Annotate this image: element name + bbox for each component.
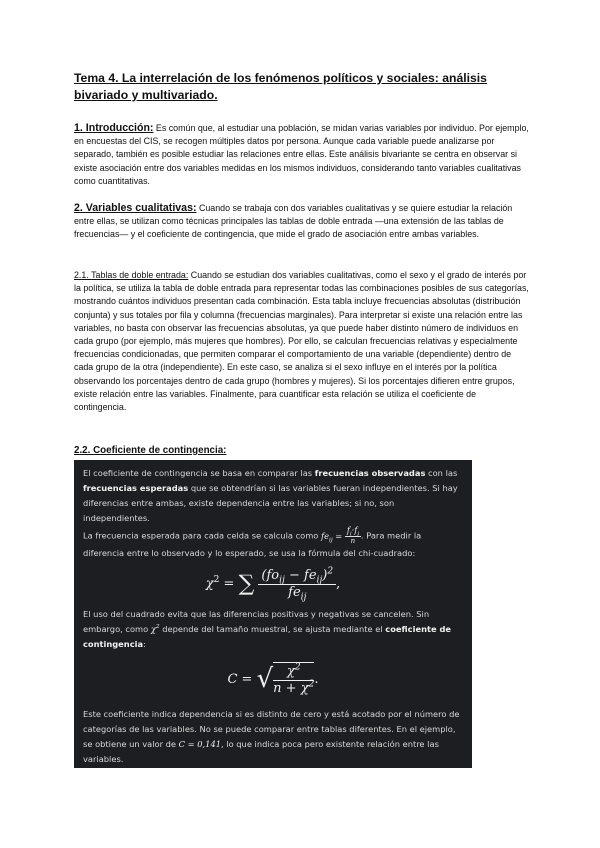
box-paragraph-3: El uso del cuadrado evita que las diferencias positivas y negativas se cancelen. Sin embargo, como $\chi^2$ depende del tamaño muestral, se ajusta mediante el coeficiente de contingencia: <box>83 609 452 649</box>
intro-paragraph <box>74 122 530 188</box>
box-paragraph-1: El coeficiente de contingencia se basa en comparar las frecuencias observadas con las frecuencias esperadas que se obtendrían si las variables fueran independientes. Si hay diferencias entre ambas, existe dependencia entre las variables; si no, son independientes. <box>83 468 458 523</box>
coeficiente-heading: 2.2. Coeficiente de contingencia: <box>74 445 227 456</box>
chi-square-formula: $\chi^2$ = ∑ $\frac{(fo_{ij} - fe_{ij})^2}{fe_{ij}}$ , <box>205 566 341 603</box>
tablas-text: Cuando se estudian dos variables cualitativas, como el sexo y el grado de interés por la política, se utiliza la tabla de doble entrada para representar todas las combinaciones posibles de sus categorías, mostrando cuántos individuos presentan cada combinación. Esta tabla incluye frecuencias absolutas (distribución conjunta) y sus totales por fila y columna (frecuencias marginales). Para interpretar si existe una relación entre las variables, no basta con observar las frecuencias absolutas, ya que puede haber distinto número de individuos en cada grupo (por ejemplo, más mujeres que hombres). Por ello, se calculan frecuencias relativas y especialmente frecuencias condicionadas, que permiten comparar el comportamiento de una variable (dependiente) dentro de cada grupo de la otra (independiente). En este caso, se analiza si el sexo influye en el interés por la política observando los porcentajes dentro de cada grupo (hombres y mujeres). Si los porcentajes difieren entre grupos, existe relación entre las variables. Finalmente, para cuantificar esta relación se utiliza el coeficiente de contingencia. <box>74 270 529 413</box>
cualitativas-text: Cuando se trabaja con dos variables cualitativas y se quiere estudiar la relación entre ellas, se utilizan como técnicas principales las tablas de doble entrada —una extensión de las tablas de frecuencias— y el coeficiente de contingencia, que mide el grado de asociación entre ambas variables. <box>74 203 513 240</box>
intro-text: Es común que, al estudiar una población, se midan varias variables por individuo. Por ejemplo, en encuestas del CIS, se recogen múltiples datos por persona. Aunque cada variable puede analizarse por separado, también es posible estudiar las relaciones entre ellas. Este análisis bivariante se centra en observar si existe asociación entre dos variables medidas en los mismos individuos, considerando tanto variables cualitativas como cuantitativas. <box>74 123 529 186</box>
box-paragraph-2: La frecuencia esperada para cada celda se calcula como $fe_{ij}$ = $\frac{f_i\cdot f_j}{n}$ . Para medir la diferencia entre lo observado y lo esperado, se usa la fórmula del chi-cuadrado: <box>83 526 422 558</box>
intro-heading: 1. Introducción: <box>74 122 154 134</box>
cualitativas-paragraph <box>74 202 530 242</box>
contingency-explanation-box <box>74 460 472 768</box>
box-paragraph-4: Este coeficiente indica dependencia si es distinto de cero y está acotado por el número de categorías de las variables. No se puede comparar entre tablas diferentes. En el ejemplo, se obtiene un valor de C = 0,141, lo que indica poca pero existente relación entre las variables. <box>83 709 460 764</box>
cualitativas-heading: 2. Variables cualitativas: <box>74 202 197 214</box>
tablas-paragraph <box>74 269 530 414</box>
document-title: Tema 4. La interrelación de los fenómenos políticos y sociales: análisis bivariado y multivariado. <box>74 71 487 102</box>
expected-frequency-formula: $fe_{ij}$ = $\frac{f_i\cdot f_j}{n}$ <box>321 526 359 545</box>
contingency-coefficient-formula: C = √ $\frac{\chi^2}{n + \chi^2}$ . <box>227 662 319 696</box>
tablas-heading: 2.1. Tablas de doble entrada: <box>74 270 189 280</box>
